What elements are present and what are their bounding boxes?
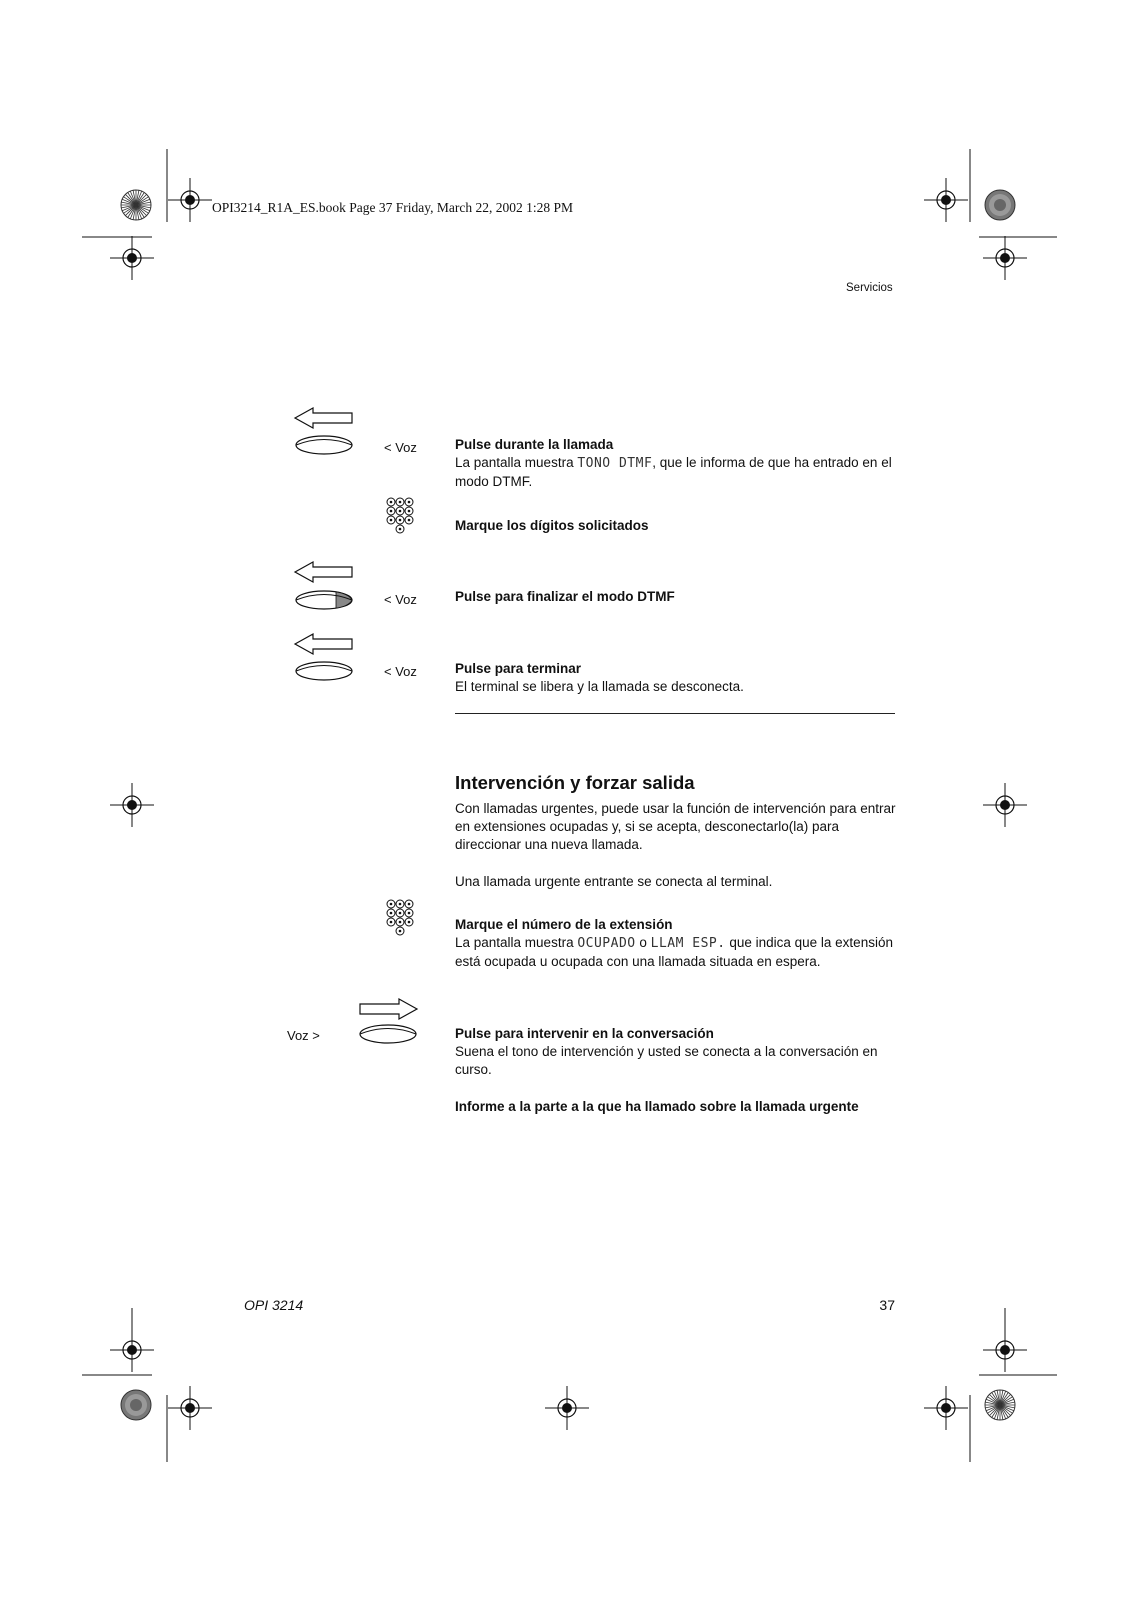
arrow-left-icon xyxy=(294,406,354,430)
keypad-icon xyxy=(386,497,418,539)
display-text: TONO DTMF xyxy=(577,456,653,471)
step-text: Suena el tono de intervención y usted se conecta a la conversación en curso. xyxy=(455,1044,878,1077)
printer-mark: OPI3214_R1A_ES.book Page 37 Friday, March 22, 2002 1:28 PM xyxy=(212,200,573,215)
soft-key-icon[interactable] xyxy=(294,589,354,611)
step-dial-digits: Marque los dígitos solicitados xyxy=(455,518,649,533)
voz-soft-key-label: < Voz xyxy=(384,592,417,607)
keypad-icon xyxy=(386,899,418,941)
soft-key-icon[interactable] xyxy=(294,660,354,682)
step-end-dtmf: Pulse para finalizar el modo DTMF xyxy=(455,589,675,604)
arrow-right-icon xyxy=(358,997,418,1021)
step-dial-extension xyxy=(455,916,900,971)
step-title: Marque el número de la extensión xyxy=(455,917,673,932)
step-intrude xyxy=(455,1025,900,1079)
intervention-intro: Con llamadas urgentes, puede usar la función de intervención para entrar en extensiones ocupadas y, si se acepta, desconectarlo(la) para direccionar una nueva llamada. xyxy=(455,801,896,852)
section-label: Servicios xyxy=(846,282,893,294)
display-text: OCUPADO xyxy=(577,936,636,951)
voz-soft-key-label: Voz > xyxy=(287,1028,320,1043)
section-heading: Intervención y forzar salida xyxy=(455,772,695,793)
step-text: La pantalla muestra OCUPADO o LLAM ESP. que indica que la extensión está ocupada u ocupada con una llamada situada en espera. xyxy=(455,935,893,969)
intervention-incoming: Una llamada urgente entrante se conecta al terminal. xyxy=(455,874,773,889)
step-inform: Informe a la parte a la que ha llamado sobre la llamada urgente xyxy=(455,1099,859,1114)
voz-soft-key-label: < Voz xyxy=(384,664,417,679)
step-terminate xyxy=(455,660,900,696)
step-title: Pulse para intervenir en la conversación xyxy=(455,1026,714,1041)
display-text: LLAM ESP. xyxy=(650,936,726,951)
arrow-left-icon xyxy=(294,632,354,656)
soft-key-icon[interactable] xyxy=(358,1023,418,1045)
section-divider xyxy=(455,713,895,714)
page-number: 37 xyxy=(879,1297,895,1313)
step-text: El terminal se libera y la llamada se desconecta. xyxy=(455,679,744,694)
soft-key-icon[interactable] xyxy=(294,434,354,456)
voz-soft-key-label: < Voz xyxy=(384,440,417,455)
step-text: La pantalla muestra TONO DTMF, que le informa de que ha entrado en el modo DTMF. xyxy=(455,455,892,489)
step-title: Pulse para terminar xyxy=(455,661,582,676)
step-title: Pulse durante la llamada xyxy=(455,437,614,452)
arrow-left-icon xyxy=(294,560,354,584)
footer-model: OPI 3214 xyxy=(244,1297,304,1313)
step-dtmf-start xyxy=(455,436,900,491)
